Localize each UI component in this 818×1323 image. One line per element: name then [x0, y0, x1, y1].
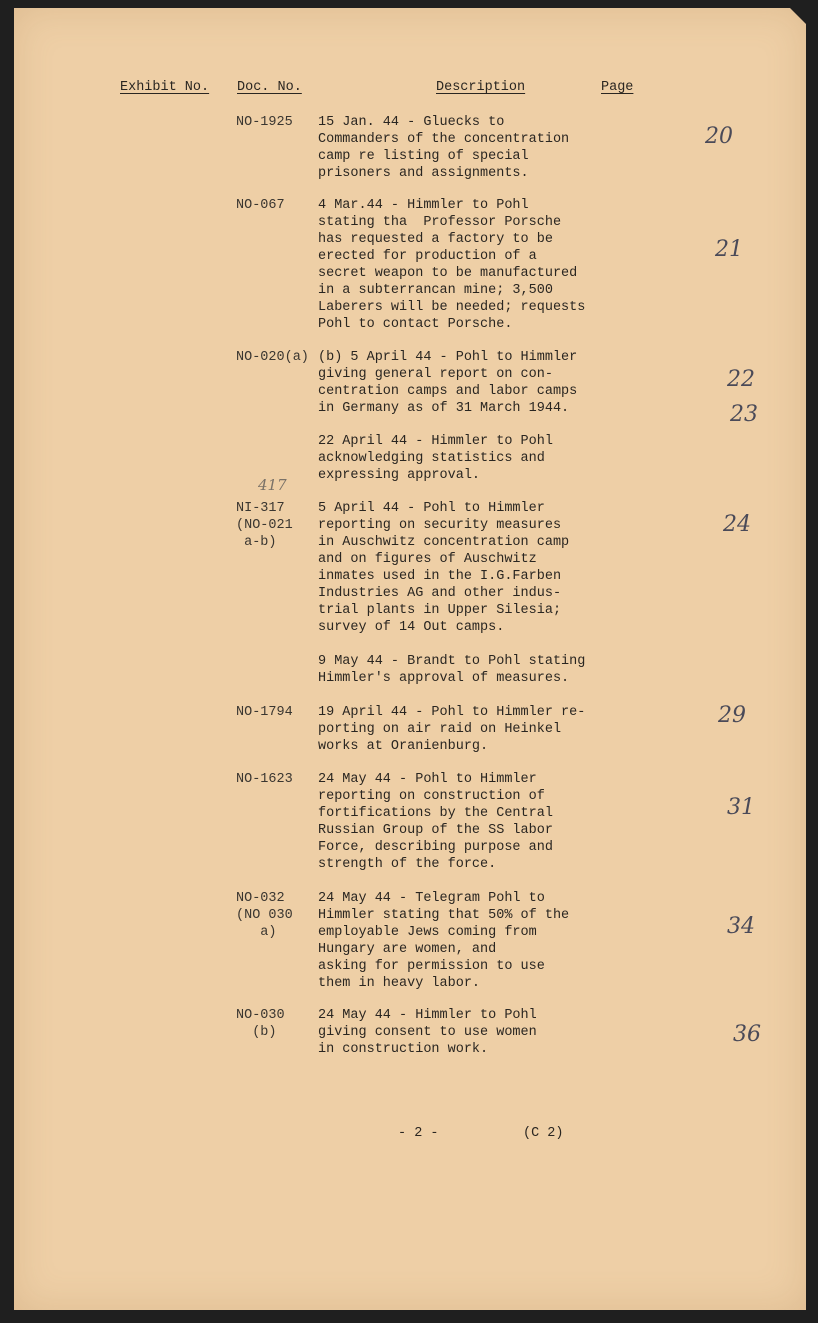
entry-page-number: 21 [715, 237, 743, 262]
entry-doc-no: NO-030 (b) [236, 1008, 285, 1040]
entry-description: 24 May 44 - Himmler to Pohl giving consent to use women in construction work. [318, 1008, 537, 1057]
entry-doc-no: NI-317 (NO-021 a-b) [236, 501, 293, 550]
entry-page-number: 31 [727, 795, 755, 820]
entry-page-number: 20 [705, 124, 733, 149]
entry-description: 15 Jan. 44 - Gluecks to Commanders of the concentration camp re listing of special prisoners and assignments. [318, 115, 570, 181]
header-page: Page [601, 80, 634, 95]
entry-description: 24 May 44 - Pohl to Himmler reporting on construction of fortifications by the Central Russian Group of the SS labor Force, describing purpose and strength of the force. [318, 772, 553, 872]
entry-description: 24 May 44 - Telegram Pohl to Himmler stating that 50% of the employable Jews coming from Hungary are women, and asking for permission to use them in heavy labor. [318, 891, 570, 991]
entry-description: 4 Mar.44 - Himmler to Pohl stating tha Professor Porsche has requested a factory to be erected for production of a secret weapon to be manufactured in a subterrancan mine; 3,500 Laberers will be needed; requests Pohl to contact Porsche. [318, 198, 586, 332]
entry-page-number: 36 [733, 1022, 761, 1047]
footer-page-number: - 2 - [398, 1126, 439, 1141]
entry-doc-no: NO-020(a) [236, 350, 309, 365]
entry-page-number: 22 [727, 367, 755, 392]
entry-doc-no: NO-1925 [236, 115, 293, 130]
entry-description: 5 April 44 - Pohl to Himmler reporting on security measures in Auschwitz concentration camp and on figures of Auschwitz inmates used in the I.G.Farben Industries AG and other indus- trial plants in Upper Silesia; survey of 14 Out camps. [318, 501, 570, 635]
entry-page-number: 29 [718, 703, 746, 728]
header-doc-no: Doc. No. [237, 80, 302, 95]
entry-doc-no: NO-1794 [236, 705, 293, 720]
entry-doc-no: NO-067 [236, 198, 285, 213]
pencil-annotation: 417 [258, 476, 287, 494]
header-description: Description [436, 80, 526, 95]
footer-code: (C 2) [523, 1126, 564, 1141]
entry-description: (b) 5 April 44 - Pohl to Himmler giving general report on con- centration camps and labor camps in Germany as of 31 March 1944. [318, 350, 578, 416]
entry-page-number: 23 [730, 402, 758, 427]
entry-doc-no: NO-032 (NO 030 a) [236, 891, 293, 940]
folded-corner [790, 8, 806, 24]
entry-page-number: 34 [727, 914, 755, 939]
entry-description: 22 April 44 - Himmler to Pohl acknowledging statistics and expressing approval. [318, 434, 553, 483]
entry-description: 9 May 44 - Brandt to Pohl stating Himmler's approval of measures. [318, 654, 586, 686]
entry-description: 19 April 44 - Pohl to Himmler re- porting on air raid on Heinkel works at Oranienburg. [318, 705, 586, 754]
entry-page-number: 24 [723, 512, 751, 537]
entry-doc-no: NO-1623 [236, 772, 293, 787]
header-exhibit-no: Exhibit No. [120, 80, 210, 95]
